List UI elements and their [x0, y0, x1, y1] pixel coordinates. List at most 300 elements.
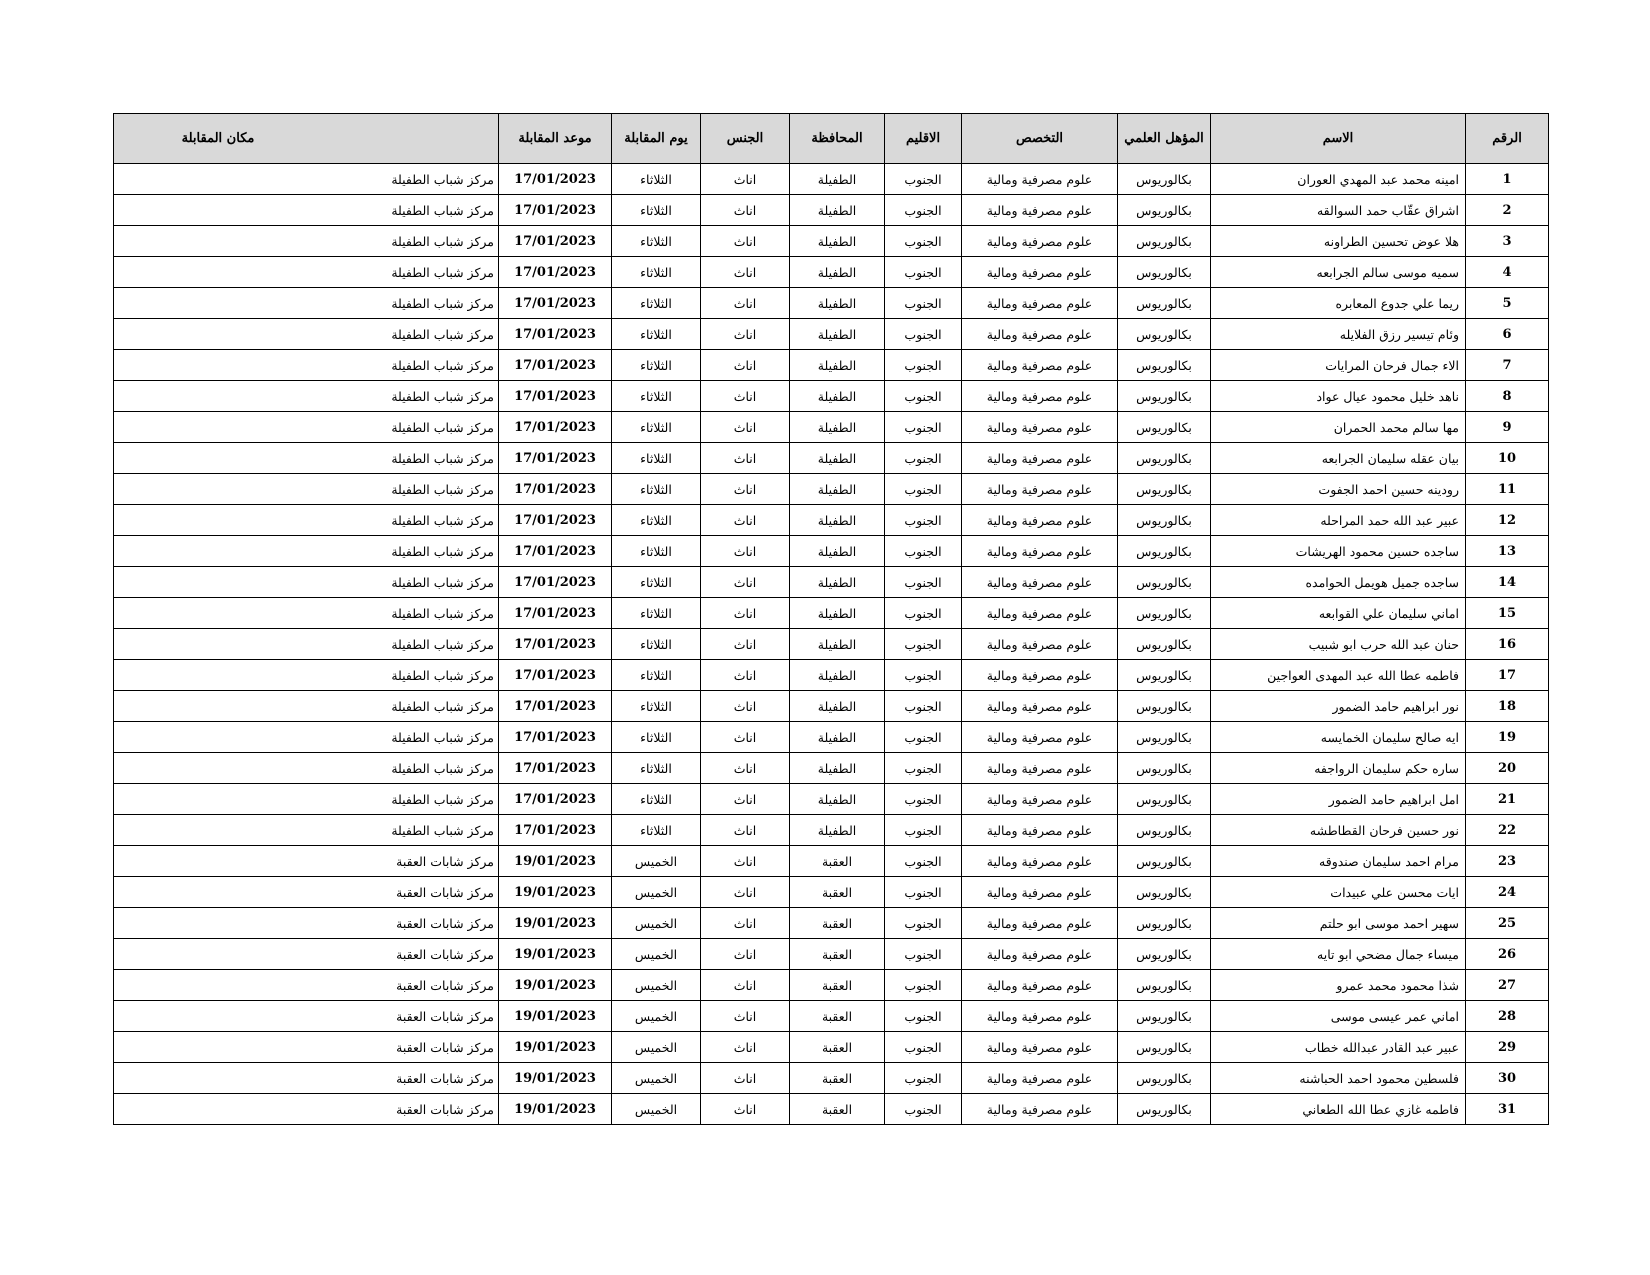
applicant-name: ساره حكم سليمان الرواجفه	[1211, 753, 1466, 784]
governorate-cell: الطفيلة	[790, 505, 885, 536]
region-cell: الجنوب	[885, 660, 962, 691]
major-cell: علوم مصرفية ومالية	[962, 257, 1118, 288]
applicant-name: ساجده حسين محمود الهريشات	[1211, 536, 1466, 567]
major-cell: علوم مصرفية ومالية	[962, 474, 1118, 505]
interview-date-cell: 17/01/2023	[499, 412, 612, 443]
interview-place-text: مركز شابات العقبة	[396, 1070, 494, 1086]
governorate-cell: العقبة	[790, 1032, 885, 1063]
interview-place-cell	[114, 598, 499, 629]
gender-cell: اناث	[701, 939, 790, 970]
row-number: 20	[1466, 753, 1549, 784]
table-row	[114, 1063, 1549, 1094]
interview-place-text: مركز شباب الطفيلة	[391, 171, 494, 187]
interview-place-cell	[114, 846, 499, 877]
qualification-cell: بكالوريوس	[1118, 691, 1211, 722]
governorate-cell: العقبة	[790, 908, 885, 939]
major-cell: علوم مصرفية ومالية	[962, 505, 1118, 536]
interview-day-cell: الثلاثاء	[612, 288, 701, 319]
qualification-cell: بكالوريوس	[1118, 288, 1211, 319]
interview-date-cell: 17/01/2023	[499, 257, 612, 288]
table-row	[114, 784, 1549, 815]
interview-place-text: مركز شباب الطفيلة	[391, 760, 494, 776]
row-number: 19	[1466, 722, 1549, 753]
gender-cell: اناث	[701, 567, 790, 598]
qualification-cell: بكالوريوس	[1118, 505, 1211, 536]
gender-cell: اناث	[701, 443, 790, 474]
interview-place-cell	[114, 722, 499, 753]
interview-place-text: مركز شباب الطفيلة	[391, 481, 494, 497]
interview-date-cell: 17/01/2023	[499, 536, 612, 567]
table-row	[114, 474, 1549, 505]
applicant-name: اشراق عقّاب حمد السوالقه	[1211, 195, 1466, 226]
qualification-cell: بكالوريوس	[1118, 381, 1211, 412]
interview-place-cell	[114, 195, 499, 226]
region-cell: الجنوب	[885, 939, 962, 970]
region-cell: الجنوب	[885, 412, 962, 443]
qualification-cell: بكالوريوس	[1118, 660, 1211, 691]
interview-day-cell: الثلاثاء	[612, 257, 701, 288]
qualification-cell: بكالوريوس	[1118, 1032, 1211, 1063]
row-number: 28	[1466, 1001, 1549, 1032]
interview-place-text: مركز شابات العقبة	[396, 853, 494, 869]
applicant-name: هلا عوض تحسين الطراونه	[1211, 226, 1466, 257]
row-number: 14	[1466, 567, 1549, 598]
row-number: 21	[1466, 784, 1549, 815]
interview-date-cell: 17/01/2023	[499, 350, 612, 381]
region-cell: الجنوب	[885, 784, 962, 815]
row-number: 18	[1466, 691, 1549, 722]
major-cell: علوم مصرفية ومالية	[962, 226, 1118, 257]
interview-place-text: مركز شباب الطفيلة	[391, 667, 494, 683]
gender-cell: اناث	[701, 226, 790, 257]
table-row	[114, 257, 1549, 288]
table-row	[114, 505, 1549, 536]
major-cell: علوم مصرفية ومالية	[962, 1032, 1118, 1063]
applicant-name: ايات محسن علي عبيدات	[1211, 877, 1466, 908]
interview-date-cell: 17/01/2023	[499, 195, 612, 226]
row-number: 10	[1466, 443, 1549, 474]
table-row	[114, 846, 1549, 877]
region-cell: الجنوب	[885, 1032, 962, 1063]
qualification-cell: بكالوريوس	[1118, 257, 1211, 288]
gender-cell: اناث	[701, 505, 790, 536]
gender-cell: اناث	[701, 412, 790, 443]
qualification-cell: بكالوريوس	[1118, 1063, 1211, 1094]
qualification-cell: بكالوريوس	[1118, 195, 1211, 226]
region-cell: الجنوب	[885, 1001, 962, 1032]
table-row	[114, 815, 1549, 846]
applicant-name: امل ابراهيم حامد الضمور	[1211, 784, 1466, 815]
interview-date-cell: 17/01/2023	[499, 319, 612, 350]
gender-cell: اناث	[701, 164, 790, 195]
interview-place-text: مركز شباب الطفيلة	[391, 326, 494, 342]
major-cell: علوم مصرفية ومالية	[962, 784, 1118, 815]
interview-place-text: مركز شباب الطفيلة	[391, 512, 494, 528]
table-row	[114, 598, 1549, 629]
qualification-cell: بكالوريوس	[1118, 598, 1211, 629]
major-cell: علوم مصرفية ومالية	[962, 1063, 1118, 1094]
interview-place-cell	[114, 908, 499, 939]
interview-day-cell: الثلاثاء	[612, 660, 701, 691]
row-number: 8	[1466, 381, 1549, 412]
major-cell: علوم مصرفية ومالية	[962, 536, 1118, 567]
gender-cell: اناث	[701, 288, 790, 319]
governorate-cell: العقبة	[790, 1063, 885, 1094]
row-number: 24	[1466, 877, 1549, 908]
qualification-cell: بكالوريوس	[1118, 226, 1211, 257]
table-header-row	[114, 114, 1549, 164]
region-cell: الجنوب	[885, 226, 962, 257]
header-governorate: المحافظة	[790, 114, 885, 164]
interview-place-cell	[114, 319, 499, 350]
gender-cell: اناث	[701, 195, 790, 226]
interview-place-cell	[114, 474, 499, 505]
gender-cell: اناث	[701, 722, 790, 753]
interview-day-cell: الثلاثاء	[612, 722, 701, 753]
governorate-cell: الطفيلة	[790, 629, 885, 660]
interview-date-cell: 19/01/2023	[499, 1032, 612, 1063]
major-cell: علوم مصرفية ومالية	[962, 753, 1118, 784]
governorate-cell: الطفيلة	[790, 164, 885, 195]
region-cell: الجنوب	[885, 164, 962, 195]
interview-place-cell	[114, 1063, 499, 1094]
row-number: 4	[1466, 257, 1549, 288]
gender-cell: اناث	[701, 381, 790, 412]
applicant-name: الاء جمال فرحان المرايات	[1211, 350, 1466, 381]
interview-day-cell: الخميس	[612, 970, 701, 1001]
governorate-cell: الطفيلة	[790, 288, 885, 319]
row-number: 1	[1466, 164, 1549, 195]
header-day: يوم المقابلة	[612, 114, 701, 164]
interview-place-text: مركز شابات العقبة	[396, 946, 494, 962]
gender-cell: اناث	[701, 598, 790, 629]
major-cell: علوم مصرفية ومالية	[962, 939, 1118, 970]
applicant-name: شذا محمود محمد عمرو	[1211, 970, 1466, 1001]
row-number: 12	[1466, 505, 1549, 536]
applicant-name: وئام تيسير رزق الفلايله	[1211, 319, 1466, 350]
qualification-cell: بكالوريوس	[1118, 722, 1211, 753]
row-number: 23	[1466, 846, 1549, 877]
gender-cell: اناث	[701, 1032, 790, 1063]
table-row	[114, 350, 1549, 381]
interview-place-cell	[114, 660, 499, 691]
table-row	[114, 1094, 1549, 1125]
region-cell: الجنوب	[885, 536, 962, 567]
qualification-cell: بكالوريوس	[1118, 443, 1211, 474]
region-cell: الجنوب	[885, 629, 962, 660]
table-row	[114, 288, 1549, 319]
row-number: 16	[1466, 629, 1549, 660]
region-cell: الجنوب	[885, 505, 962, 536]
governorate-cell: الطفيلة	[790, 381, 885, 412]
region-cell: الجنوب	[885, 381, 962, 412]
region-cell: الجنوب	[885, 443, 962, 474]
major-cell: علوم مصرفية ومالية	[962, 1094, 1118, 1125]
region-cell: الجنوب	[885, 319, 962, 350]
interview-date-cell: 17/01/2023	[499, 443, 612, 474]
table-body	[114, 164, 1549, 1125]
major-cell: علوم مصرفية ومالية	[962, 722, 1118, 753]
interview-place-text: مركز شباب الطفيلة	[391, 357, 494, 373]
gender-cell: اناث	[701, 1063, 790, 1094]
major-cell: علوم مصرفية ومالية	[962, 970, 1118, 1001]
interview-date-cell: 17/01/2023	[499, 722, 612, 753]
governorate-cell: الطفيلة	[790, 195, 885, 226]
interview-day-cell: الثلاثاء	[612, 443, 701, 474]
interview-place-cell	[114, 939, 499, 970]
qualification-cell: بكالوريوس	[1118, 1001, 1211, 1032]
qualification-cell: بكالوريوس	[1118, 877, 1211, 908]
applicant-name: سهير احمد موسى ابو حلتم	[1211, 908, 1466, 939]
interview-place-cell	[114, 629, 499, 660]
interview-date-cell: 17/01/2023	[499, 164, 612, 195]
applicant-name: ريما علي جدوع المعابره	[1211, 288, 1466, 319]
interview-place-text: مركز شباب الطفيلة	[391, 388, 494, 404]
region-cell: الجنوب	[885, 691, 962, 722]
row-number: 5	[1466, 288, 1549, 319]
interview-place-cell	[114, 164, 499, 195]
interview-date-cell: 19/01/2023	[499, 908, 612, 939]
interview-place-text: مركز شباب الطفيلة	[391, 419, 494, 435]
region-cell: الجنوب	[885, 567, 962, 598]
interview-day-cell: الثلاثاء	[612, 815, 701, 846]
interview-place-text: مركز شباب الطفيلة	[391, 698, 494, 714]
interview-place-text: مركز شباب الطفيلة	[391, 295, 494, 311]
region-cell: الجنوب	[885, 877, 962, 908]
governorate-cell: الطفيلة	[790, 474, 885, 505]
gender-cell: اناث	[701, 536, 790, 567]
interview-day-cell: الخميس	[612, 877, 701, 908]
interview-date-cell: 19/01/2023	[499, 939, 612, 970]
interview-place-text: مركز شباب الطفيلة	[391, 202, 494, 218]
interview-day-cell: الثلاثاء	[612, 381, 701, 412]
interview-place-text: مركز شباب الطفيلة	[391, 574, 494, 590]
governorate-cell: الطفيلة	[790, 443, 885, 474]
region-cell: الجنوب	[885, 908, 962, 939]
applicant-name: فلسطين محمود احمد الحباشنه	[1211, 1063, 1466, 1094]
table-row	[114, 908, 1549, 939]
applicant-name: اماني عمر عيسى موسى	[1211, 1001, 1466, 1032]
interview-place-cell	[114, 970, 499, 1001]
gender-cell: اناث	[701, 660, 790, 691]
governorate-cell: الطفيلة	[790, 753, 885, 784]
gender-cell: اناث	[701, 1094, 790, 1125]
major-cell: علوم مصرفية ومالية	[962, 815, 1118, 846]
gender-cell: اناث	[701, 753, 790, 784]
interview-date-cell: 19/01/2023	[499, 1094, 612, 1125]
major-cell: علوم مصرفية ومالية	[962, 350, 1118, 381]
interview-schedule-sheet	[113, 113, 1548, 1125]
governorate-cell: الطفيلة	[790, 722, 885, 753]
interview-place-text: مركز شباب الطفيلة	[391, 636, 494, 652]
governorate-cell: العقبة	[790, 1001, 885, 1032]
interview-date-cell: 17/01/2023	[499, 784, 612, 815]
row-number: 9	[1466, 412, 1549, 443]
interview-day-cell: الثلاثاء	[612, 226, 701, 257]
interview-date-cell: 17/01/2023	[499, 288, 612, 319]
region-cell: الجنوب	[885, 288, 962, 319]
governorate-cell: الطفيلة	[790, 319, 885, 350]
table-row	[114, 1032, 1549, 1063]
major-cell: علوم مصرفية ومالية	[962, 877, 1118, 908]
interview-place-text: مركز شباب الطفيلة	[391, 450, 494, 466]
gender-cell: اناث	[701, 691, 790, 722]
interview-place-text: مركز شباب الطفيلة	[391, 264, 494, 280]
qualification-cell: بكالوريوس	[1118, 815, 1211, 846]
governorate-cell: العقبة	[790, 846, 885, 877]
interview-day-cell: الخميس	[612, 1094, 701, 1125]
gender-cell: اناث	[701, 784, 790, 815]
interview-day-cell: الثلاثاء	[612, 536, 701, 567]
applicant-name: فاطمه غازي عطا الله الطعاني	[1211, 1094, 1466, 1125]
region-cell: الجنوب	[885, 1094, 962, 1125]
region-cell: الجنوب	[885, 753, 962, 784]
region-cell: الجنوب	[885, 846, 962, 877]
interview-day-cell: الثلاثاء	[612, 567, 701, 598]
major-cell: علوم مصرفية ومالية	[962, 381, 1118, 412]
region-cell: الجنوب	[885, 350, 962, 381]
header-major: التخصص	[962, 114, 1118, 164]
interview-place-text: مركز شابات العقبة	[396, 1101, 494, 1117]
interview-date-cell: 17/01/2023	[499, 226, 612, 257]
gender-cell: اناث	[701, 319, 790, 350]
table-row	[114, 1001, 1549, 1032]
table-row	[114, 877, 1549, 908]
interview-date-cell: 17/01/2023	[499, 474, 612, 505]
interview-day-cell: الخميس	[612, 1063, 701, 1094]
interview-day-cell: الخميس	[612, 846, 701, 877]
governorate-cell: الطفيلة	[790, 536, 885, 567]
interview-place-cell	[114, 691, 499, 722]
interview-date-cell: 17/01/2023	[499, 691, 612, 722]
major-cell: علوم مصرفية ومالية	[962, 1001, 1118, 1032]
interview-place-text: مركز شابات العقبة	[396, 977, 494, 993]
major-cell: علوم مصرفية ومالية	[962, 629, 1118, 660]
header-place-label: مكان المقابلة	[181, 131, 255, 146]
row-number: 7	[1466, 350, 1549, 381]
interview-place-cell	[114, 815, 499, 846]
interview-date-cell: 17/01/2023	[499, 753, 612, 784]
interview-place-cell	[114, 1094, 499, 1125]
interview-place-cell	[114, 877, 499, 908]
row-number: 25	[1466, 908, 1549, 939]
gender-cell: اناث	[701, 1001, 790, 1032]
qualification-cell: بكالوريوس	[1118, 1094, 1211, 1125]
applicant-name: عبير عبد القادر عبدالله خطاب	[1211, 1032, 1466, 1063]
gender-cell: اناث	[701, 908, 790, 939]
gender-cell: اناث	[701, 257, 790, 288]
applicant-name: مرام احمد سليمان صندوقه	[1211, 846, 1466, 877]
qualification-cell: بكالوريوس	[1118, 784, 1211, 815]
qualification-cell: بكالوريوس	[1118, 567, 1211, 598]
interview-date-cell: 19/01/2023	[499, 1063, 612, 1094]
qualification-cell: بكالوريوس	[1118, 970, 1211, 1001]
interview-place-cell	[114, 443, 499, 474]
interview-place-cell	[114, 257, 499, 288]
applicant-name: اماني سليمان علي القوابعه	[1211, 598, 1466, 629]
applicant-name: فاطمه عطا الله عبد المهدى العواجين	[1211, 660, 1466, 691]
governorate-cell: الطفيلة	[790, 350, 885, 381]
header-gender: الجنس	[701, 114, 790, 164]
major-cell: علوم مصرفية ومالية	[962, 660, 1118, 691]
interview-day-cell: الخميس	[612, 939, 701, 970]
applicant-name: مها سالم محمد الحمران	[1211, 412, 1466, 443]
interview-place-cell	[114, 350, 499, 381]
qualification-cell: بكالوريوس	[1118, 846, 1211, 877]
row-number: 13	[1466, 536, 1549, 567]
interview-place-text: مركز شباب الطفيلة	[391, 791, 494, 807]
qualification-cell: بكالوريوس	[1118, 753, 1211, 784]
interview-day-cell: الثلاثاء	[612, 691, 701, 722]
applicant-name: سميه موسى سالم الجرابعه	[1211, 257, 1466, 288]
interview-schedule-table	[113, 113, 1549, 1125]
row-number: 30	[1466, 1063, 1549, 1094]
table-row	[114, 939, 1549, 970]
interview-place-cell	[114, 1001, 499, 1032]
interview-place-text: مركز شباب الطفيلة	[391, 543, 494, 559]
interview-place-text: مركز شابات العقبة	[396, 884, 494, 900]
applicant-name: حنان عبد الله حرب ابو شبيب	[1211, 629, 1466, 660]
region-cell: الجنوب	[885, 970, 962, 1001]
qualification-cell: بكالوريوس	[1118, 474, 1211, 505]
gender-cell: اناث	[701, 350, 790, 381]
row-number: 26	[1466, 939, 1549, 970]
table-row	[114, 226, 1549, 257]
applicant-name: ميساء جمال مضحي ابو تايه	[1211, 939, 1466, 970]
table-row	[114, 195, 1549, 226]
applicant-name: نور حسين فرحان القطاطشه	[1211, 815, 1466, 846]
row-number: 17	[1466, 660, 1549, 691]
interview-date-cell: 17/01/2023	[499, 815, 612, 846]
interview-day-cell: الثلاثاء	[612, 164, 701, 195]
applicant-name: امينه محمد عبد المهدي العوران	[1211, 164, 1466, 195]
gender-cell: اناث	[701, 877, 790, 908]
interview-place-text: مركز شباب الطفيلة	[391, 233, 494, 249]
governorate-cell: الطفيلة	[790, 660, 885, 691]
interview-date-cell: 19/01/2023	[499, 877, 612, 908]
qualification-cell: بكالوريوس	[1118, 350, 1211, 381]
governorate-cell: العقبة	[790, 939, 885, 970]
region-cell: الجنوب	[885, 1063, 962, 1094]
interview-place-cell	[114, 505, 499, 536]
interview-date-cell: 17/01/2023	[499, 598, 612, 629]
region-cell: الجنوب	[885, 257, 962, 288]
interview-place-text: مركز شباب الطفيلة	[391, 729, 494, 745]
header-region: الاقليم	[885, 114, 962, 164]
interview-place-text: مركز شباب الطفيلة	[391, 822, 494, 838]
governorate-cell: الطفيلة	[790, 257, 885, 288]
row-number: 2	[1466, 195, 1549, 226]
interview-day-cell: الثلاثاء	[612, 784, 701, 815]
major-cell: علوم مصرفية ومالية	[962, 908, 1118, 939]
interview-date-cell: 19/01/2023	[499, 1001, 612, 1032]
applicant-name: ايه صالح سليمان الخمايسه	[1211, 722, 1466, 753]
table-row	[114, 536, 1549, 567]
interview-place-text: مركز شابات العقبة	[396, 1039, 494, 1055]
interview-day-cell: الثلاثاء	[612, 319, 701, 350]
gender-cell: اناث	[701, 970, 790, 1001]
interview-day-cell: الثلاثاء	[612, 753, 701, 784]
interview-day-cell: الخميس	[612, 1001, 701, 1032]
header-qualification: المؤهل العلمي	[1118, 114, 1211, 164]
interview-date-cell: 19/01/2023	[499, 970, 612, 1001]
interview-date-cell: 17/01/2023	[499, 567, 612, 598]
gender-cell: اناث	[701, 846, 790, 877]
interview-place-text: مركز شابات العقبة	[396, 915, 494, 931]
row-number: 15	[1466, 598, 1549, 629]
qualification-cell: بكالوريوس	[1118, 629, 1211, 660]
qualification-cell: بكالوريوس	[1118, 164, 1211, 195]
